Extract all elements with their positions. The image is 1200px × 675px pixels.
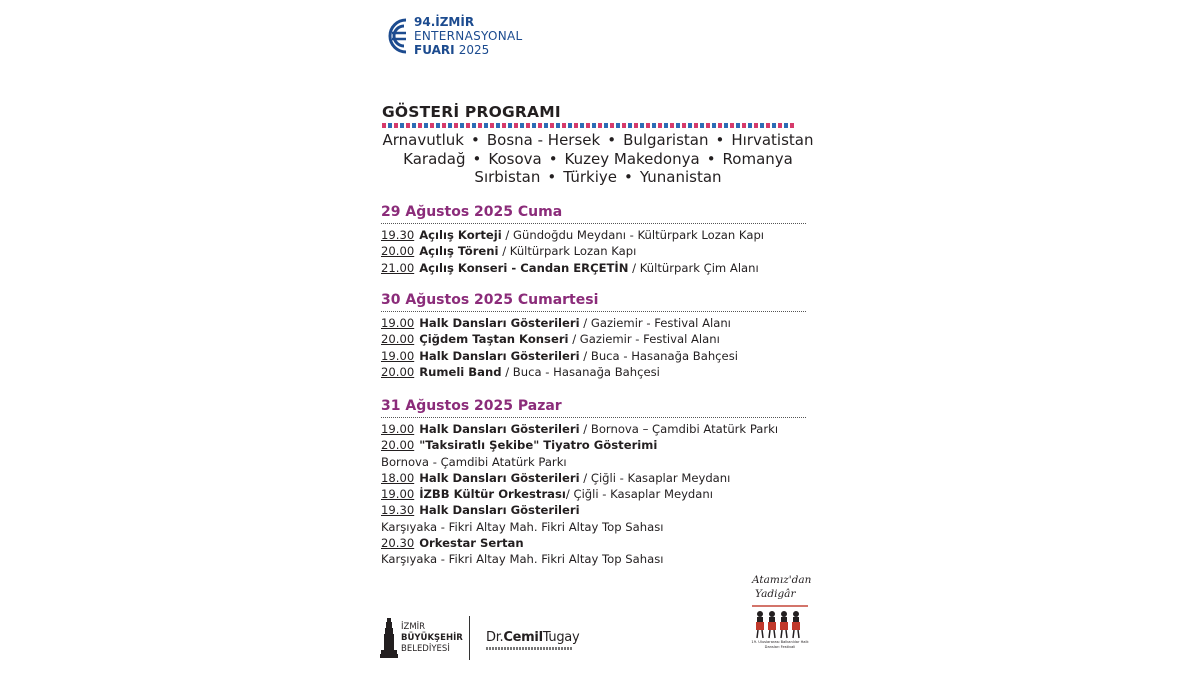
country-row [368, 168, 828, 187]
separator: • [607, 131, 617, 149]
dotted-divider [381, 309, 806, 312]
event-venue-row [381, 551, 806, 567]
program-title: GÖSTERİ PROGRAMI [382, 103, 561, 121]
country: Bosna - Hersek [486, 131, 601, 149]
festival-caption: 19. Uluslararası Balkanlılar Halk Dansları Festivali [751, 640, 809, 649]
separator: • [706, 149, 716, 168]
event-row [381, 260, 806, 276]
logo-divider [469, 616, 470, 660]
country: Türkiye [563, 168, 617, 186]
day-title: 29 Ağustos 2025 Cuma [381, 204, 563, 220]
logo-year: 2025 [458, 43, 490, 57]
festival-script-2: Yadigâr [755, 588, 796, 600]
event-time: 19.00 [381, 348, 415, 363]
event-row [381, 470, 806, 486]
country: Bulgaristan [623, 131, 709, 149]
country: Karadağ [403, 149, 466, 168]
event-venue: / Çiğli - Kasaplar Meydanı [579, 470, 731, 485]
event-time: 20.30 [381, 536, 415, 551]
country: Kuzey Makedonya [564, 149, 700, 168]
event-time: 20.00 [381, 438, 415, 453]
event-venue: / Gaziemir - Festival Alanı [568, 332, 720, 347]
ibb-line: İZMİR [401, 622, 426, 632]
event-row [381, 348, 806, 364]
country: Kosova [488, 149, 542, 168]
festival-script-1: Atamız'dan [752, 574, 812, 586]
event-row [381, 535, 806, 551]
event-row [381, 315, 806, 331]
event-time: 19.00 [381, 422, 415, 436]
event-time: 20.00 [381, 244, 415, 259]
ibb-line: BELEDİYESİ [401, 644, 450, 654]
separator: • [715, 131, 725, 149]
day-section [381, 203, 806, 276]
day-section [381, 397, 806, 568]
event-name: İZBB Kültür Orkestrası [419, 487, 566, 502]
dotted-divider [381, 221, 806, 224]
country: Arnavutluk [382, 131, 464, 149]
event-row [381, 243, 806, 259]
logo-line-3 [414, 44, 489, 57]
decorative-border [382, 123, 796, 128]
event-venue: Karşıyaka - Fikri Altay Mah. Fikri Altay Top Sahası [381, 519, 664, 534]
event-venue: / Kültürpark Çim Alanı [628, 260, 759, 275]
event-row [381, 364, 806, 380]
tugay-cemil: Cemil [503, 630, 543, 645]
country-list [368, 131, 828, 187]
logo-line-2: ENTERNASYONAL [414, 29, 523, 43]
event-name: Rumeli Band [419, 364, 502, 379]
separator: • [548, 149, 558, 168]
event-row [381, 331, 806, 347]
event-venue: / Kültürpark Lozan Kapı [498, 244, 637, 259]
event-name: "Taksiratlı Şekibe" Tiyatro Gösterimi [419, 438, 658, 453]
event-name: Halk Dansları Gösterileri [419, 422, 580, 436]
event-time: 21.00 [381, 260, 415, 275]
dotted-divider [381, 415, 806, 418]
event-venue: / Buca - Hasanağa Bahçesi [579, 348, 738, 363]
logo-fuari: FUARI [414, 43, 455, 57]
tugay-prefix: Dr. [486, 630, 504, 645]
event-name: Çiğdem Taştan Konseri [419, 332, 569, 347]
day-section [381, 291, 806, 380]
fair-emblem-icon [378, 14, 412, 58]
event-row [381, 437, 806, 453]
separator: • [471, 131, 480, 149]
ibb-line: BÜYÜKŞEHİR [401, 633, 463, 643]
event-row [381, 421, 806, 437]
event-time: 19.30 [381, 503, 415, 518]
event-name: Açılış Töreni [419, 244, 499, 259]
separator: • [623, 168, 633, 186]
festival-logo [750, 574, 825, 664]
event-venue: / Gündoğdu Meydanı - Kültürpark Lozan Kapı [501, 228, 765, 242]
event-name: Halk Dansları Gösterileri [419, 348, 580, 363]
event-venue-row [381, 454, 806, 470]
event-name: Halk Dansları Gösterileri [419, 503, 580, 518]
country: Hırvatistan [731, 131, 814, 149]
logo-line-1: 94.İZMİR [414, 15, 475, 29]
country: Romanya [722, 149, 793, 168]
event-row [381, 486, 806, 502]
day-title: 30 Ağustos 2025 Cumartesi [381, 292, 599, 308]
event-name: Açılış Konseri - Candan ERÇETİN [419, 260, 629, 275]
event-time: 19.00 [381, 487, 415, 502]
event-venue: Bornova - Çamdibi Atatürk Parkı [381, 454, 567, 469]
event-venue: Karşıyaka - Fikri Altay Mah. Fikri Altay Top Sahası [381, 552, 664, 567]
country: Sırbistan [474, 168, 541, 186]
event-venue: / Bornova – Çamdibi Atatürk Parkı [579, 422, 779, 436]
fair-logo [378, 14, 538, 62]
event-venue: / Buca - Hasanağa Bahçesi [501, 364, 660, 379]
ibb-logo-text [401, 622, 463, 655]
event-name: Halk Dansları Gösterileri [419, 316, 580, 330]
clock-tower-icon [380, 618, 398, 660]
event-row [381, 502, 806, 518]
event-time: 18.00 [381, 470, 415, 485]
country: Yunanistan [639, 168, 722, 186]
event-time: 19.30 [381, 228, 415, 242]
country-row [368, 150, 828, 169]
tugay-name: Tugay [542, 630, 580, 645]
tugay-subtitle [486, 647, 572, 650]
tugay-signature [486, 630, 579, 645]
event-row [381, 227, 806, 243]
event-venue-row [381, 519, 806, 535]
separator: • [547, 168, 557, 186]
event-name: Orkestar Sertan [419, 536, 524, 551]
event-time: 20.00 [381, 332, 415, 347]
dancers-icon [752, 605, 808, 639]
event-venue: / Çiğli - Kasaplar Meydanı [565, 487, 713, 502]
day-title: 31 Ağustos 2025 Pazar [381, 398, 562, 414]
event-name: Açılış Korteji [419, 228, 502, 242]
country-row [368, 131, 828, 150]
footer-logos [380, 616, 600, 660]
separator: • [472, 149, 482, 168]
event-time: 19.00 [381, 316, 415, 330]
event-name: Halk Dansları Gösterileri [419, 470, 580, 485]
event-time: 20.00 [381, 364, 415, 379]
event-venue: / Gaziemir - Festival Alanı [579, 316, 731, 330]
